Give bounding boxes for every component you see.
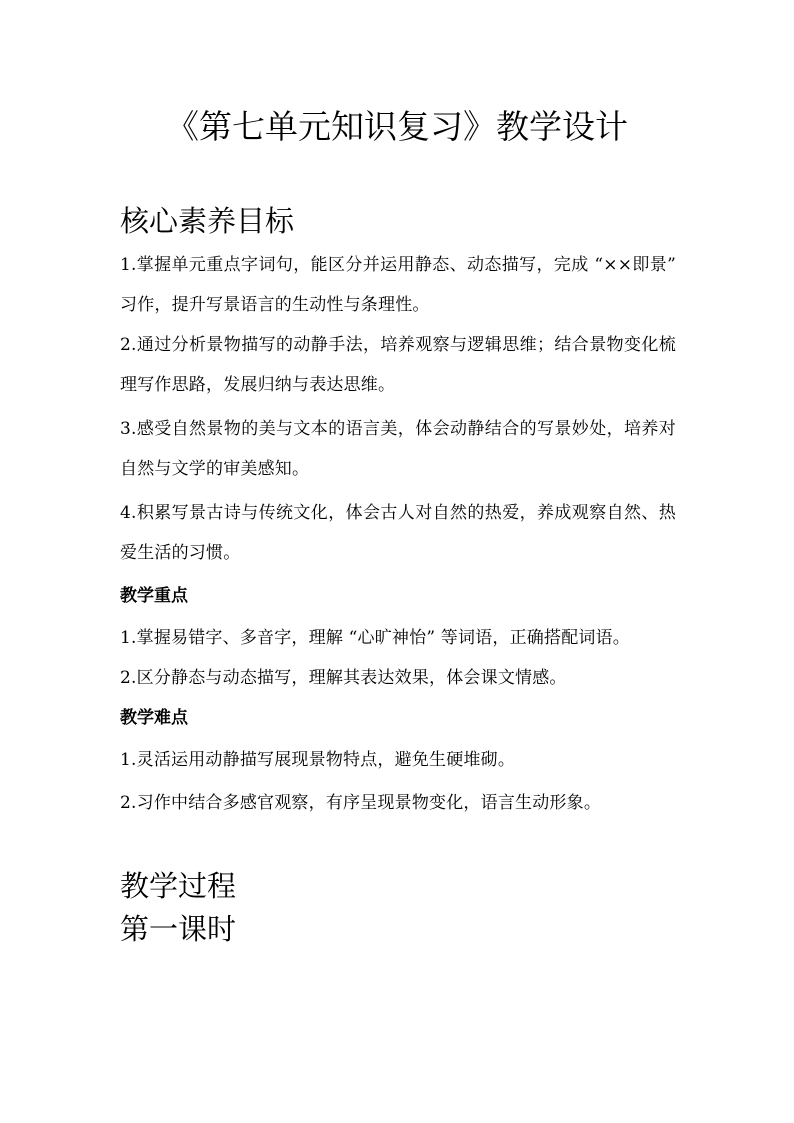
difficulty-item-1: 1.灵活运用动静描写展现景物特点，避免生硬堆砌。 [120,750,516,770]
document-title: 《第七单元知识复习》教学设计 [166,107,628,146]
core-goal-item-2: 2.通过分析景物描写的动静手法，培养观察与逻辑思维；结合景物变化梳理写作思路，发展归纳与表达思维。 [120,335,676,395]
core-goals-heading: 核心素养目标 [120,204,295,238]
core-goal-item-4: 4.积累写景古诗与传统文化，体会古人对自然的热爱，养成观察自然、热爱生活的习惯。 [120,503,676,563]
key-points-heading: 教学重点 [120,586,188,606]
key-point-item-2: 2.区分静态与动态描写，理解其表达效果，体会课文情感。 [120,668,567,688]
core-goal-item-1: 1.掌握单元重点字词句，能区分并运用静态、动态描写，完成 “××即景” 习作，提升写景语言的生动性与条理性。 [120,255,676,315]
first-lesson-heading: 第一课时 [120,912,237,946]
difficulties-heading: 教学难点 [120,708,188,728]
difficulty-item-2: 2.习作中结合多感官观察，有序呈现景物变化，语言生动形象。 [120,793,602,813]
key-point-item-1: 1.掌握易错字、多音字，理解 “心旷神怡” 等词语，正确搭配词语。 [120,628,631,648]
core-goal-item-3: 3.感受自然景物的美与文本的语言美，体会动静结合的写景妙处，培养对自然与文学的审美感知。 [120,419,676,479]
process-heading: 教学过程 [120,869,237,903]
